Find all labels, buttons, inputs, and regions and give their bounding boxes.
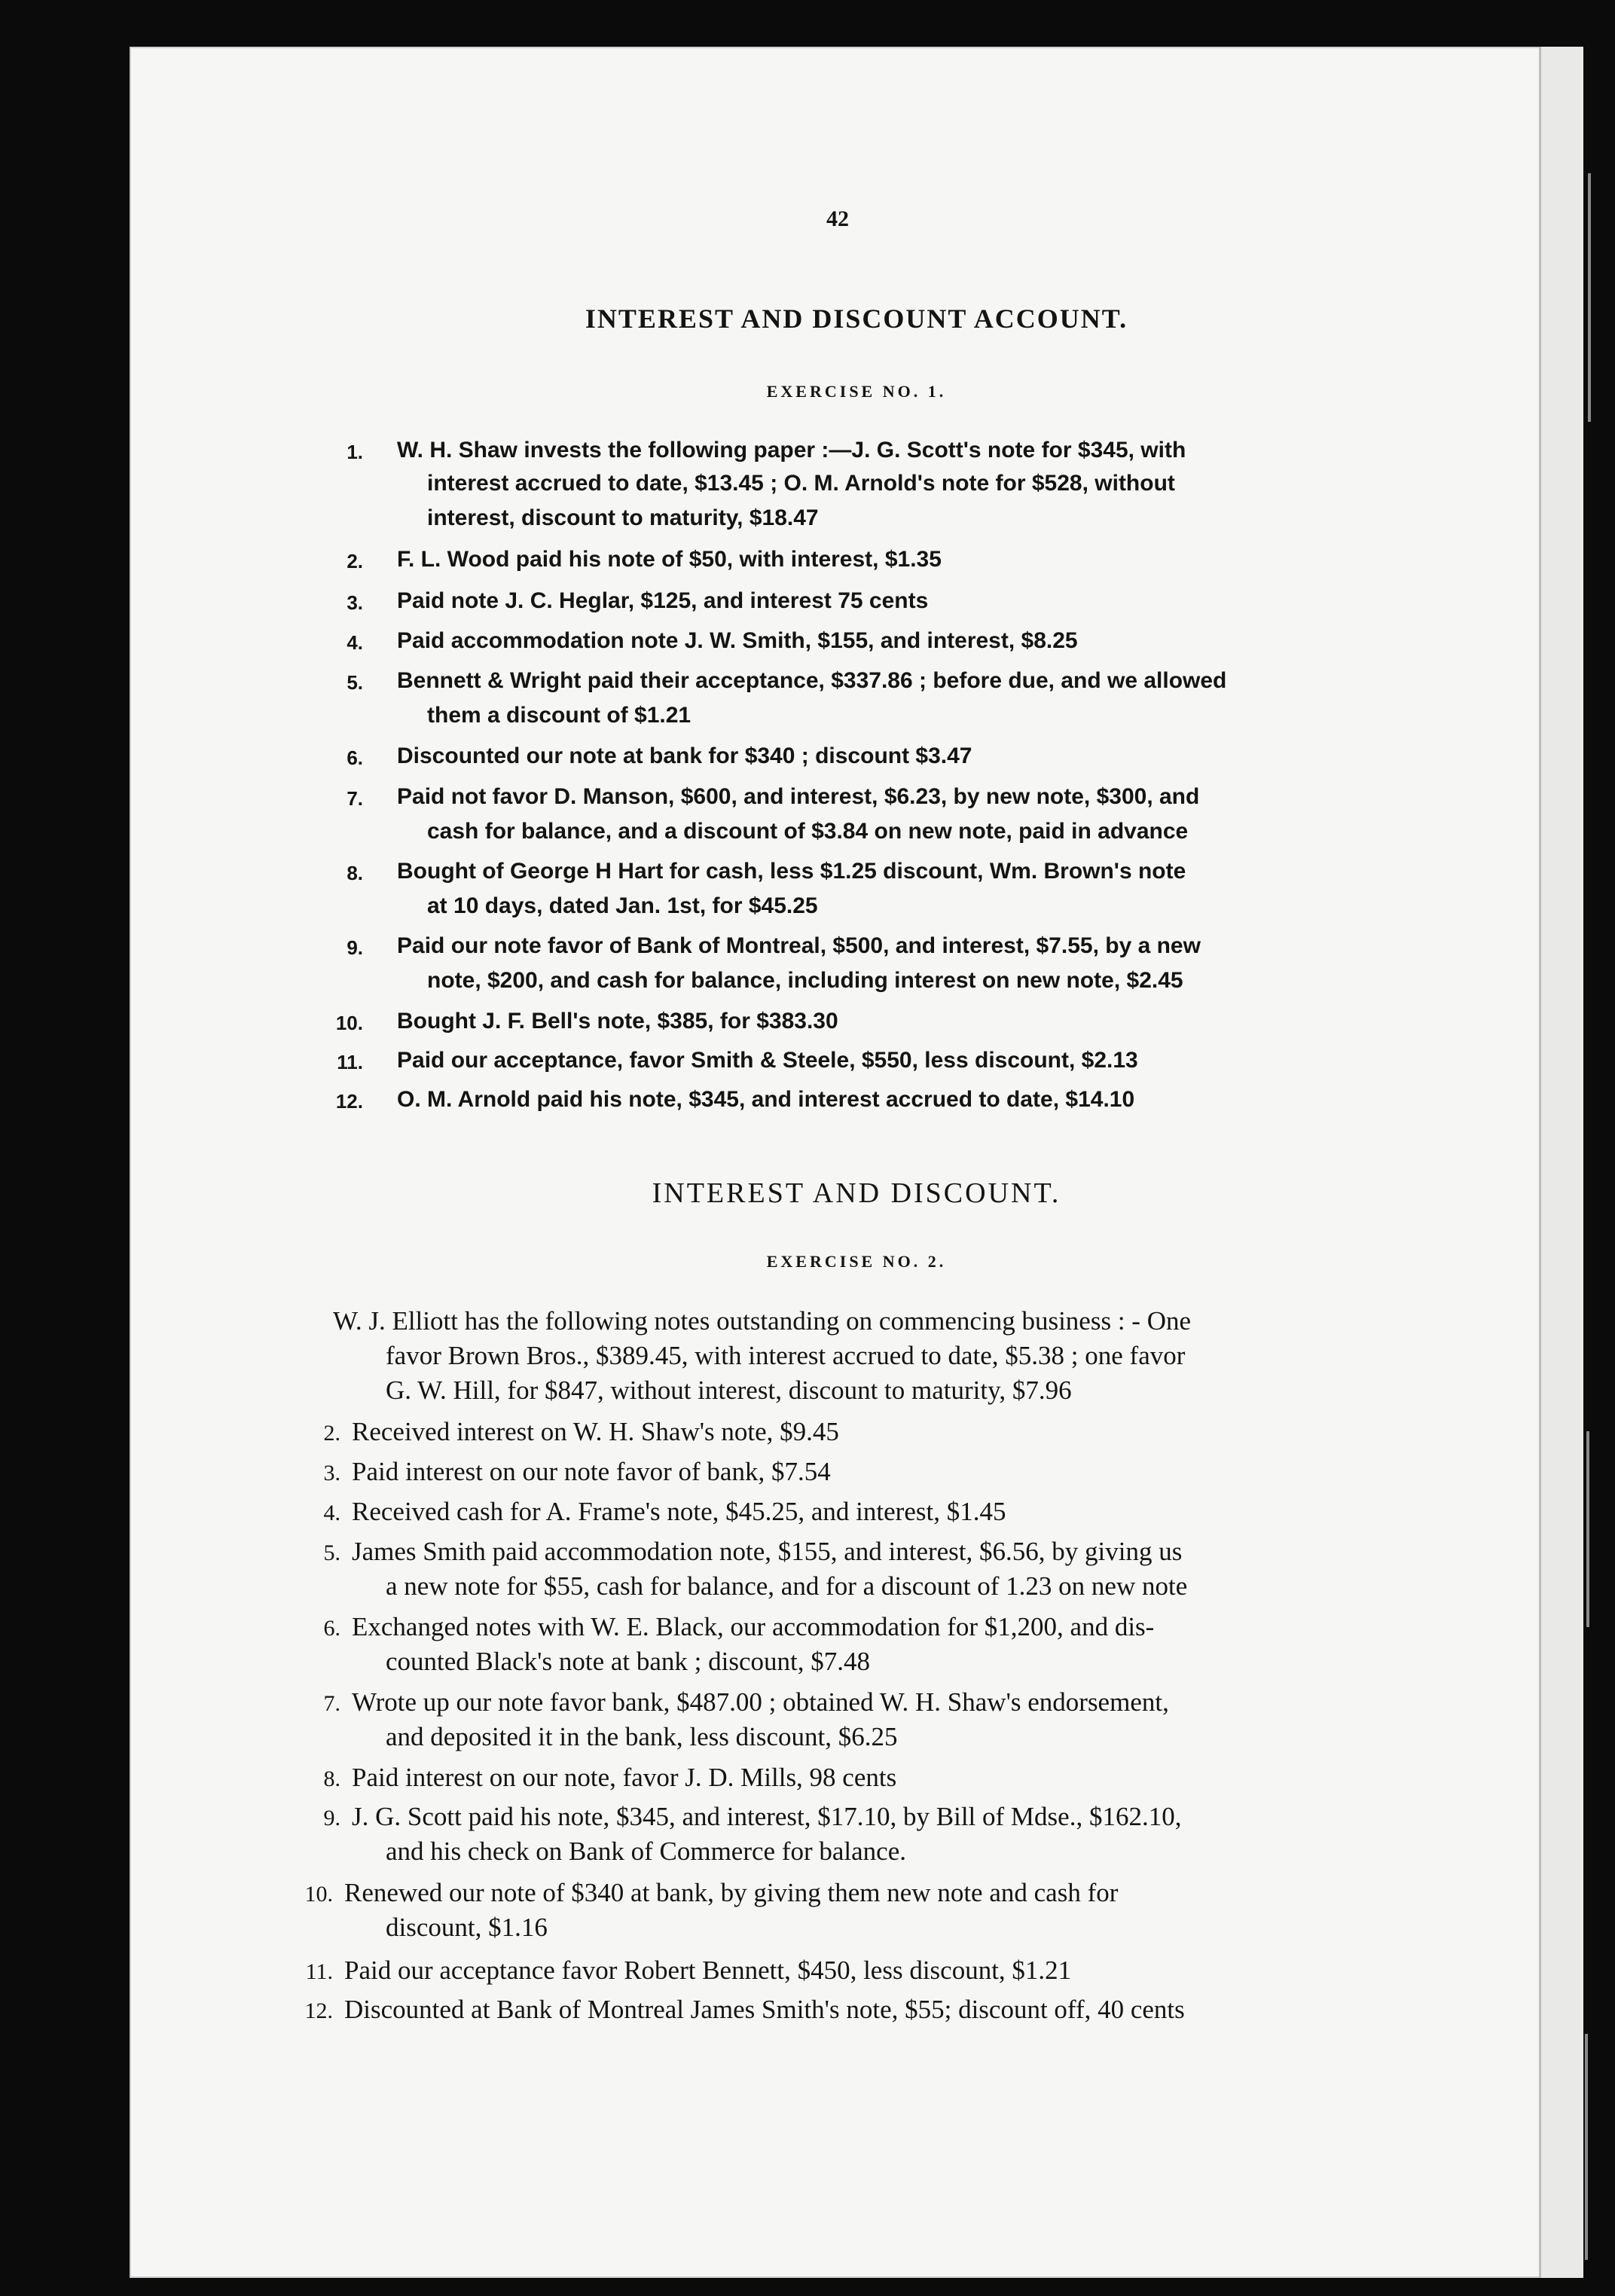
item-number: 12. [304,1998,333,2023]
item-text: O. M. Arnold paid his note, $345, and interest accrued to date, $14.10 [397,1087,1135,1112]
item-text: Paid accommodation note J. W. Smith, $155, and interest, $8.25 [397,628,1078,653]
item-number: 7. [323,1691,340,1716]
item-text-cont: favor Brown Bros., $389.45, with interest accrued to date, $5.38 ; one favor [386,1341,1186,1370]
item-text: Wrote up our note favor bank, $487.00 ; obtained W. H. Shaw's endorsement, [352,1687,1169,1717]
item-number: 5. [347,671,363,694]
item-number: 4. [347,631,363,654]
item-number: 12. [335,1090,363,1113]
item-text: Discounted at Bank of Montreal James Smith's note, $55; discount off, 40 cents [344,1995,1185,2024]
item-text: James Smith paid accommodation note, $155, and interest, $6.56, by giving us [352,1537,1183,1566]
item-text-cont: a new note for $55, cash for balance, and for a discount of 1.23 on new note [386,1571,1188,1601]
section-2-exercise: EXERCISE NO. 2. [766,1252,947,1271]
item-text: Exchanged notes with W. E. Black, our accommodation for $1,200, and dis- [352,1612,1155,1641]
item-text-cont: interest accrued to date, $13.45 ; O. M. Arnold's note for $528, without [427,471,1175,496]
item-text: Paid interest on our note favor of bank, $7.54 [352,1457,831,1486]
item-text-cont: G. W. Hill, for $847, without interest, discount to maturity, $7.96 [386,1375,1072,1405]
item-number: 2. [323,1421,340,1446]
item-text: W. J. Elliott has the following notes outstanding on commencing business : - One [333,1306,1192,1336]
item-text-cont: at 10 days, dated Jan. 1st, for $45.25 [427,893,818,918]
item-number: 5. [323,1540,340,1565]
item-number: 2. [347,550,363,572]
item-number: 1. [347,441,363,463]
item-text: Bought of George H Hart for cash, less $1.25 discount, Wm. Brown's note [397,859,1186,884]
item-text: Bennett & Wright paid their acceptance, $337.86 ; before due, and we allowed [397,668,1227,693]
item-text: W. H. Shaw invests the following paper :—J. G. Scott's note for $345, with [397,438,1186,463]
item-text-cont: them a discount of $1.21 [427,703,691,728]
item-number: 7. [347,787,363,810]
section-1-title: INTEREST AND DISCOUNT ACCOUNT. [585,304,1128,334]
item-number: 6. [323,1616,340,1641]
item-text: Bought J. F. Bell's note, $385, for $383.30 [397,1009,838,1034]
item-number: 11. [305,1959,333,1984]
item-text: Paid our acceptance favor Robert Bennett, $450, less discount, $1.21 [344,1956,1072,1985]
item-text-cont: cash for balance, and a discount of $3.84 on new note, paid in advance [427,819,1189,844]
item-number: 11. [337,1051,363,1073]
item-number: 8. [323,1766,340,1791]
item-text: J. G. Scott paid his note, $345, and interest, $17.10, by Bill of Mdse., $162.10, [352,1802,1182,1831]
section-2-title: INTEREST AND DISCOUNT. [652,1177,1061,1209]
item-number: 6. [347,747,363,769]
item-text: Received cash for A. Frame's note, $45.25, and interest, $1.45 [352,1497,1006,1526]
item-text-cont: interest, discount to maturity, $18.47 [427,505,819,530]
item-text: Renewed our note of $340 at bank, by giving them new note and cash for [344,1878,1119,1907]
item-text-cont: counted Black's note at bank ; discount, $7.48 [386,1647,870,1676]
item-number: 10. [335,1012,363,1034]
item-number: 3. [347,591,363,614]
item-text: Paid not favor D. Manson, $600, and interest, $6.23, by new note, $300, and [397,784,1200,809]
book-page [130,47,1583,2278]
binding-mark [1586,1431,1589,1627]
item-text-cont: and deposited it in the bank, less discount, $6.25 [386,1722,898,1751]
item-text: F. L. Wood paid his note of $50, with interest, $1.35 [397,547,942,572]
item-number: 3. [323,1461,340,1485]
item-text: Paid our note favor of Bank of Montreal, $500, and interest, $7.55, by a new [397,933,1201,958]
item-text: Paid interest on our note, favor J. D. Mills, 98 cents [352,1763,897,1792]
section-1-exercise: EXERCISE NO. 1. [766,382,947,401]
page-number: 42 [826,206,849,231]
item-number: 10. [304,1882,333,1907]
item-text-cont: and his check on Bank of Commerce for balance. [386,1836,906,1866]
binding-mark [1588,173,1591,422]
item-text: Paid our acceptance, favor Smith & Steele, $550, less discount, $2.13 [397,1048,1138,1073]
item-number: 4. [323,1501,340,1525]
item-text: Received interest on W. H. Shaw's note, $9.45 [352,1417,839,1446]
item-number: 9. [323,1806,340,1830]
item-text: Discounted our note at bank for $340 ; discount $3.47 [397,743,972,768]
binding-mark [1585,2034,1588,2260]
item-text-cont: note, $200, and cash for balance, including interest on new note, $2.45 [427,968,1183,993]
item-number: 9. [347,936,363,959]
item-number: 8. [347,862,363,884]
item-text-cont: discount, $1.16 [386,1913,548,1942]
item-text: Paid note J. C. Heglar, $125, and interest 75 cents [397,588,929,613]
